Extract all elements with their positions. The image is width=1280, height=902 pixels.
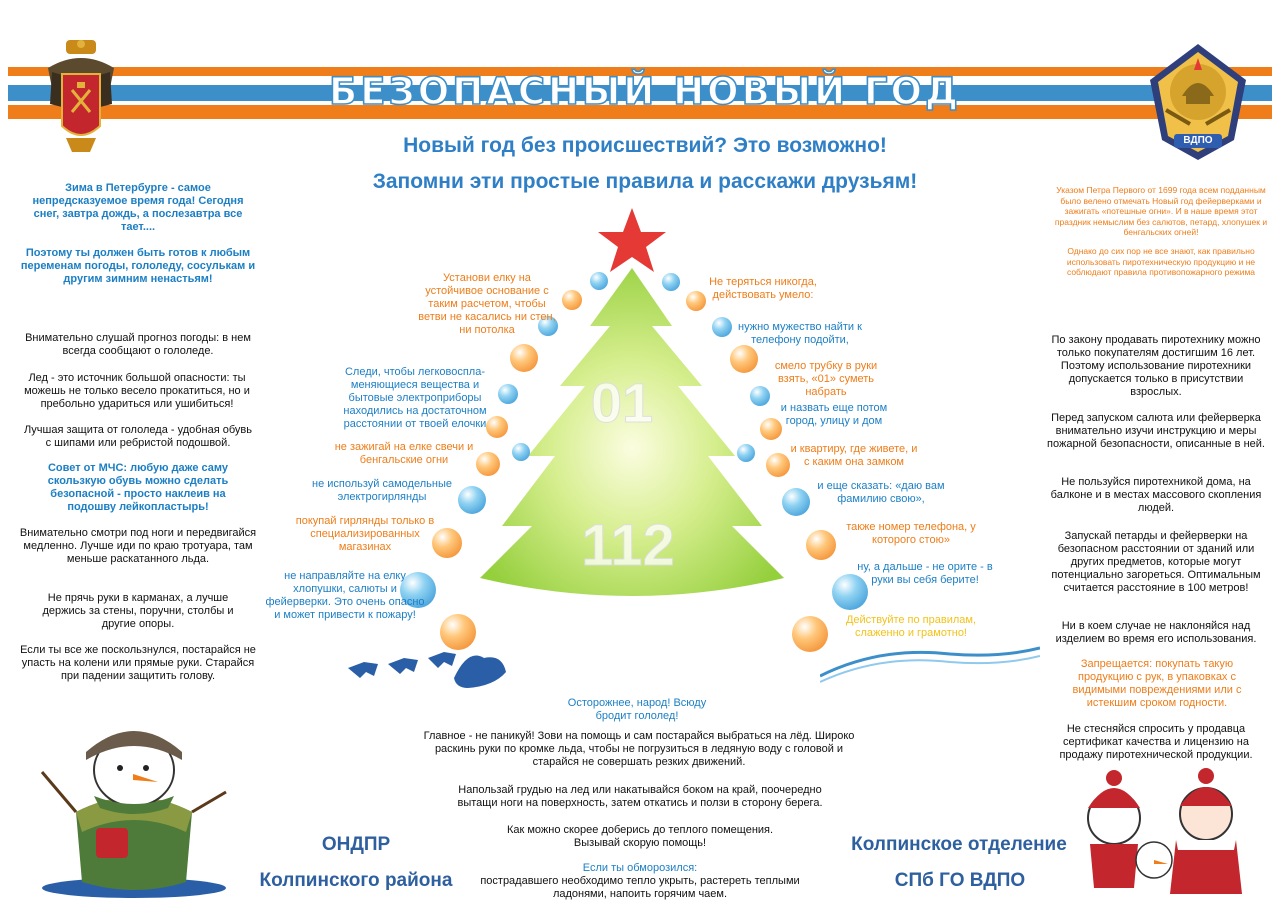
left-paragraph: Внимательно смотри под ноги и передвигайся медленно. Лучше иди по краю тротуара, там меньше раскатанного льда. [19, 527, 257, 565]
right-paragraph: Перед запуском салюта или фейерверка внимательно изучи инструкцию и меры пожарной безопасности, описанные в ней. [1047, 412, 1265, 450]
tree-left-label: не используй самодельные электрогирлянды [312, 478, 452, 503]
tree-number-top: 01 [590, 371, 654, 434]
left-paragraph: Лед - это источник большой опасности: ты можешь не только весело прокатиться, но и пребольно удариться или ушибиться! [24, 372, 250, 410]
tree-left-label: не зажигай на елке свечи и бенгальские огни [334, 441, 474, 466]
frostbite-heading: Если ты обморозился: [582, 862, 698, 874]
tree-left-label: Установи елку на устойчивое основание с таким расчетом, чтобы ветви не касались ни стен, ни потолка [418, 272, 556, 336]
snow-wave-decoration [820, 636, 1040, 696]
reindeer-sleigh-icon [344, 638, 514, 694]
vdpo-emblem-text: ВДПО [1183, 135, 1213, 146]
tree-number-bottom: 112 [581, 513, 675, 578]
left-paragraph: Лучшая защита от гололеда - удобная обувь с шипами или ребристой подошвой. [23, 424, 253, 449]
blue-ornament-icon [590, 272, 608, 290]
tree-right-label: Действуйте по правилам, слаженно и грамотно! [845, 614, 977, 639]
right-intro-1: Указом Петра Первого от 1699 года всем подданным было велено отмечать Новый год фейерверками и зажигать «потешные огни». И в наше время этот праздник немыслим без салютов, петард, хлопушек и бенгальских огней! [1054, 185, 1268, 237]
tree-right-label: нужно мужество найти к телефону подойти, [738, 321, 862, 346]
left-intro-1: Зима в Петербурге - самое непредсказуемое время года! Сегодня снег, завтра дождь, а послезавтра все тает.... [32, 182, 244, 233]
right-paragraph: Не стесняйся спросить у продавца сертификат качества и лицензию на продажу пиротехнической продукции. [1059, 723, 1253, 761]
mchs-tip: Совет от МЧС: любую даже саму скользкую обувь можно сделать безопасной - просто наклеив на подошву лейкопластырь! [47, 462, 229, 513]
snowman-illustration [36, 712, 232, 898]
right-paragraph: По закону продавать пиротехнику можно только покупателям достигшим 16 лет. Поэтому использование пиротехники допускается только в присутствии взрослых. [1051, 334, 1261, 398]
right-paragraph: Запускай петарды и фейерверки на безопасном расстоянии от зданий или других предметов, которые могут потенциально загореться. Оптимальным считается расстояние в 100 метров! [1051, 530, 1261, 594]
tree-right-label: и назвать еще потом город, улицу и дом [780, 402, 888, 427]
tree-right-label: также номер телефона, у которого стою» [846, 521, 976, 546]
vdpo-emblem-icon [1146, 40, 1250, 164]
spb-coat-of-arms-icon [44, 38, 118, 156]
left-paragraph: Не прячь руки в карманах, а лучше держись за стены, поручни, столбы и другие опоры. [42, 592, 234, 630]
tree-left-label: Следи, чтобы легковоспла- меняющиеся вещества и бытовые электроприборы находились на достаточном расстоянии от твоей елочки [343, 366, 487, 430]
tree-right-label: и квартиру, где живете, и с каким она замком [790, 443, 918, 468]
right-intro-2: Однако до сих пор не все знают, как правильно использовать пиротехническую продукцию и не соблюдают правила противопожарного режима [1066, 246, 1256, 277]
blue-ornament-icon [498, 384, 518, 404]
ice-paragraph: Напользай грудью на лед или накатывайся боком на край, поочередно вытащи ноги на поверхность, затем откатись и ползи в сторону берега. [457, 784, 823, 809]
prohibition-note: Запрещается: покупать такую продукцию с рук, в упаковках с видимыми повреждениями или с истекшим сроком годности. [1072, 658, 1242, 709]
left-org-line-2: Колпинского района [259, 870, 453, 891]
blue-ornament-icon [737, 444, 755, 462]
ice-paragraph: Главное - не паникуй! Зови на помощь и сам постарайся выбраться на лёд. Широко раскинь руки по кромке льда, чтобы не погрузиться в ледяную воду с головой и старайся не совершать резких движений. [423, 730, 855, 768]
left-paragraph: Если ты все же поскользнулся, постарайся не упасть на колени или прямые руки. Старайся при падении защитить голову. [20, 644, 256, 682]
orange-ornament-icon [766, 453, 790, 477]
kids-snowman-illustration [1076, 768, 1270, 898]
tree-right-label: и еще сказать: «даю вам фамилию свою», [817, 480, 945, 505]
frostbite-paragraph: пострадавшего необходимо тепло укрыть, растереть теплыми ладонями, напоить горячим чаем. [480, 875, 800, 900]
tree-right-label: ну, а дальше - не орите - в руки вы себя берите! [857, 561, 993, 586]
ice-warning: Осторожнее, народ! Всюду бродит гололед! [567, 697, 707, 722]
subtitle-line-1: Новый год без происшествий? Это возможно! [403, 134, 887, 157]
tree-left-label: покупай гирлянды только в специализированных магазинах [295, 515, 435, 553]
right-org-line-1: Колпинское отделение [851, 834, 1067, 855]
right-paragraph: Не пользуйся пиротехникой дома, на балконе и в местах массового скопления людей. [1050, 476, 1262, 514]
blue-ornament-icon [662, 273, 680, 291]
ice-paragraph: Как можно скорее доберись до теплого помещения. Вызывай скорую помощь! [506, 824, 774, 849]
blue-ornament-icon [712, 317, 732, 337]
right-org-line-2: СПб ГО ВДПО [894, 870, 1026, 891]
tree-right-label: смело трубку в руки взять, «01» суметь набрать [774, 360, 878, 398]
tree-right-label: Не теряться никогда, действовать умело: [709, 276, 817, 301]
blue-ornament-icon [458, 486, 486, 514]
orange-ornament-icon [730, 345, 758, 373]
tree-left-label: не направляйте на елку хлопушки, салюты и фейерверки. Это очень опасно и может привести к пожару! [265, 570, 425, 621]
left-paragraph: Внимательно слушай прогноз погоды: в нем всегда сообщают о гололеде. [25, 332, 251, 357]
right-paragraph: Ни в коем случае не наклоняйся над изделием во время его использования. [1055, 620, 1257, 645]
subtitle-line-2: Запомни эти простые правила и расскажи друзьям! [372, 170, 918, 193]
left-org-line-1: ОНДПР [321, 834, 391, 855]
blue-ornament-icon [512, 443, 530, 461]
left-intro-2: Поэтому ты должен быть готов к любым переменам погоды, гололеду, сосулькам и другим зимним ненастьям! [20, 247, 256, 285]
orange-ornament-icon [562, 290, 582, 310]
banner-title: БЕЗОПАСНЫЙ НОВЫЙ ГОД [329, 70, 961, 113]
orange-ornament-icon [510, 344, 538, 372]
star-icon [598, 208, 666, 272]
